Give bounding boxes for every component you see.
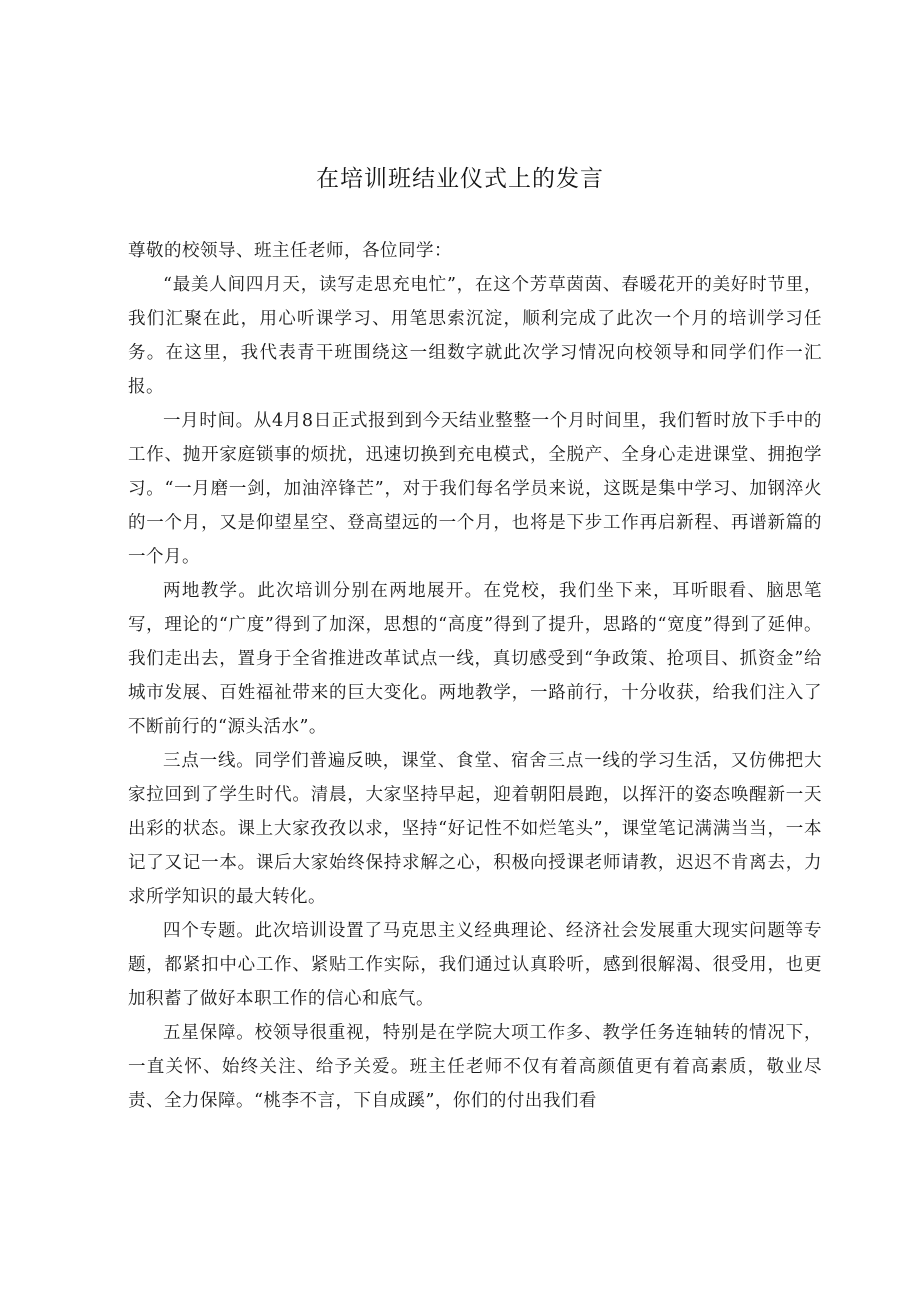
paragraph-two-places: 两地教学。此次培训分别在两地展开。在党校，我们坐下来，耳听眼看、脑思笔写，理论的“广度”得到了加深，思想的“高度”得到了提升，思路的“宽度”得到了延伸。我们走出去，置身于全省推进改革试点一线，真切感受到“争政策、抢项目、抓资金”给城市发展、百姓福祉带来的巨大变化。两地教学，一路前行，十分收获，给我们注入了不断前行的“源头活水”。 — [128, 581, 822, 737]
paragraph-five-star: 五星保障。校领导很重视，特别是在学院大项工作多、教学任务连轴转的情况下，一直关怀、始终关注、给予关爱。班主任老师不仅有着高颜值更有着高素质，敬业尽责、全力保障。“桃李不言，下自成蹊”，你们的付出我们看 — [128, 1023, 822, 1111]
paragraph-four-topics: 四个专题。此次培训设置了马克思主义经典理论、经济社会发展重大现实问题等专题，都紧扣中心工作、紧贴工作实际，我们通过认真聆听，感到很解渴、很受用，也更加积蓄了做好本职工作的信心和底气。 — [128, 921, 822, 1009]
paragraph-opening: “最美人间四月天，读写走思充电忙”，在这个芳草茵茵、春暖花开的美好时节里，我们汇聚在此，用心听课学习、用笔思索沉淀，顺利完成了此次一个月的培训学习任务。在这里，我代表青干班围绕这一组数字就此次学习情况向校领导和同学们作一汇报。 — [128, 275, 822, 397]
paragraph-one-month: 一月时间。从4月8日正式报到到今天结业整整一个月时间里，我们暂时放下手中的工作、抛开家庭锁事的烦扰，迅速切换到充电模式，全脱产、全身心走进课堂、拥抱学习。“一月磨一剑，加油淬锋芒”，对于我们每名学员来说，这既是集中学习、加钢淬火的一个月，又是仰望星空、登高望远的一个月，也将是下步工作再启新程、再谱新篇的一个月。 — [128, 411, 822, 567]
document-title: 在培训班结业仪式上的发言 — [316, 166, 604, 192]
paragraph-three-points: 三点一线。同学们普遍反映，课堂、食堂、宿舍三点一线的学习生活，又仿佛把大家拉回到了学生时代。清晨，大家坚持早起，迎着朝阳晨跑，以挥汗的姿态唤醒新一天出彩的状态。课上大家孜孜以求，坚持“好记性不如烂笔头”，课堂笔记满满当当，一本记了又记一本。课后大家始终保持求解之心，积极向授课老师请教，迟迟不肯离去，力求所学知识的最大转化。 — [128, 751, 822, 907]
document-body — [128, 234, 822, 1118]
salutation: 尊敬的校领导、班主任老师，各位同学： — [128, 241, 452, 261]
